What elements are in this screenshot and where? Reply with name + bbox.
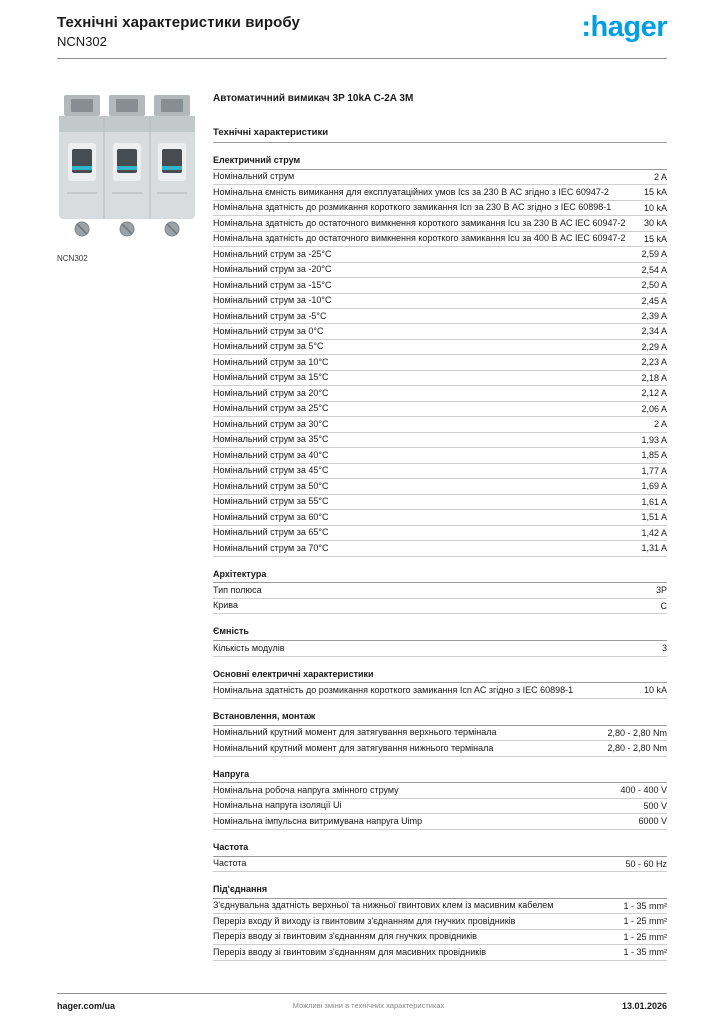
spec-label: Тип полюса (213, 584, 262, 595)
section-title: Основні електричні характеристики (213, 669, 667, 684)
spec-section (213, 155, 667, 557)
spec-value: 2 A (653, 171, 667, 182)
spec-label: Номінальний струм за -5°C (213, 310, 327, 321)
spec-value: C (660, 600, 667, 611)
table-row (213, 930, 667, 945)
spec-label: Номінальний струм за 25°C (213, 403, 329, 414)
spec-label: Номінальна здатність до розмикання короткого замикання Icn за 230 В AC згідно з IEC 60898-1 (213, 202, 612, 213)
spec-label: Номінальний крутний момент для затягування нижнього термінала (213, 742, 494, 753)
section-rows (213, 899, 667, 961)
spec-value: 1,85 A (641, 450, 667, 461)
spec-label: Номінальна імпульсна витримувана напруга Uimp (213, 815, 423, 826)
table-row (213, 386, 667, 401)
spec-label: Номінальний крутний момент для затягування верхнього термінала (213, 727, 497, 738)
section-title: Під'єднання (213, 884, 667, 899)
spec-label: Номінальний струм за 20°C (213, 387, 329, 398)
table-row (213, 324, 667, 339)
spec-section (213, 669, 667, 699)
section-title: Архітектура (213, 569, 667, 584)
spec-label: Номінальний струм за 70°C (213, 542, 329, 553)
spec-label: Номінальна напруга ізоляції Ui (213, 800, 342, 811)
spec-value: 15 kA (643, 233, 667, 244)
product-heading: Автоматичний вимикач 3P 10kA C-2A 3M (213, 93, 414, 104)
table-row (213, 185, 667, 200)
page-title: Технічні характеристики виробу (57, 14, 300, 31)
spec-label: Номінальний струм за -10°C (213, 295, 332, 306)
spec-label: Номінальний струм за 60°C (213, 511, 329, 522)
footer-date: 13.01.2026 (621, 1001, 667, 1011)
spec-label: Переріз входу й виходу із гвинтовим з'єднанням для гнучких провідників (213, 915, 516, 926)
spec-value: 1,61 A (641, 496, 667, 507)
spec-label: Номінальна здатність до остаточного вимкнення короткого замикання Icu за 400 В AC IEC 60947-2 (213, 233, 626, 244)
table-row (213, 340, 667, 355)
spec-value: 2,18 A (641, 372, 667, 383)
spec-label: Частота (213, 858, 247, 869)
spec-value: 1 - 35 mm² (623, 947, 667, 958)
spec-value: 2,29 A (641, 341, 667, 352)
page-footer (57, 993, 667, 1024)
table-row (213, 726, 667, 741)
spec-value: 2,54 A (641, 264, 667, 275)
table-row (213, 263, 667, 278)
spec-label: Номінальний струм за -25°C (213, 248, 332, 259)
spec-label: Номінальний струм за -20°C (213, 264, 332, 275)
spec-value: 400 - 400 V (620, 785, 667, 796)
section-rows (213, 726, 667, 757)
spec-label: Номінальна робоча напруга змінного струму (213, 784, 399, 795)
spec-value: 3P (655, 585, 667, 596)
content-area (57, 93, 667, 961)
table-row (213, 526, 667, 541)
table-row (213, 433, 667, 448)
spec-label: Переріз вводу зі гвинтовим з'єднанням для масивних провідників (213, 946, 487, 957)
table-row (213, 417, 667, 432)
spec-section (213, 626, 667, 656)
header-titles (57, 14, 300, 49)
spec-label: Номінальний струм за -15°C (213, 279, 332, 290)
hager-site-link[interactable]: hager.com/ua (57, 1001, 116, 1011)
table-row (213, 814, 667, 829)
spec-value: 1,42 A (641, 527, 667, 538)
spec-value: 2,12 A (641, 388, 667, 399)
spec-value: 1 - 25 mm² (623, 931, 667, 942)
spec-subheading: Технічні характеристики (213, 127, 667, 143)
table-row (213, 583, 667, 598)
table-row (213, 402, 667, 417)
spec-label: Номінальний струм за 10°C (213, 356, 329, 367)
spec-label: Кількість модулів (213, 642, 285, 653)
table-row (213, 899, 667, 914)
spec-value: 1 - 35 mm² (623, 900, 667, 911)
spec-value: 2,59 A (641, 249, 667, 260)
section-title: Частота (213, 842, 667, 857)
table-row (213, 371, 667, 386)
table-row (213, 541, 667, 556)
table-row (213, 294, 667, 309)
spec-section (213, 569, 667, 615)
table-row (213, 741, 667, 756)
spec-label: Номінальний струм за 0°C (213, 325, 324, 336)
product-reference: NCN302 (57, 34, 107, 49)
section-rows (213, 641, 667, 656)
table-row (213, 309, 667, 324)
spec-label: Номінальна здатність до остаточного вимкнення короткого замикання Icu за 230 В AC IEC 60947-2 (213, 217, 626, 228)
table-row (213, 247, 667, 262)
spec-label: Номінальний струм за 30°C (213, 418, 329, 429)
table-row (213, 479, 667, 494)
spec-value: 2 A (653, 419, 667, 430)
spec-sections (213, 155, 667, 961)
spec-value: 1,69 A (641, 481, 667, 492)
footer-disclaimer: Можливі зміни в технічних характеристиках (292, 1001, 445, 1010)
spec-label: Номінальний струм за 45°C (213, 465, 329, 476)
spec-label: З'єднувальна здатність верхньої та нижньої гвинтових клем із масивним кабелем (213, 900, 554, 911)
spec-label: Номінальний струм за 50°C (213, 480, 329, 491)
spec-label: Крива (213, 600, 238, 611)
section-rows (213, 170, 667, 557)
table-row (213, 857, 667, 872)
table-row (213, 641, 667, 656)
spec-label: Номінальна здатність до розмикання короткого замикання Icn AC згідно з IEC 60898-1 (213, 684, 574, 695)
spec-value: 2,50 A (641, 280, 667, 291)
spec-value: 10 kA (643, 685, 667, 696)
spec-value: 6000 V (638, 816, 667, 827)
table-row (213, 170, 667, 185)
table-row (213, 945, 667, 960)
spec-value: 2,34 A (641, 326, 667, 337)
spec-value: 2,39 A (641, 311, 667, 322)
table-row (213, 914, 667, 929)
table-row (213, 510, 667, 525)
spec-value: 2,23 A (641, 357, 667, 368)
section-title: Напруга (213, 769, 667, 784)
hager-logo: :hager (581, 11, 667, 43)
spec-value: 30 kA (643, 218, 667, 229)
spec-label: Номінальний струм (213, 171, 295, 182)
table-row (213, 464, 667, 479)
spec-section (213, 884, 667, 961)
section-rows (213, 683, 667, 698)
spec-section (213, 842, 667, 872)
spec-label: Номінальний струм за 15°C (213, 372, 329, 383)
circuit-breaker-image (57, 93, 197, 241)
page-header (57, 11, 667, 59)
table-row (213, 278, 667, 293)
spec-value: 500 V (643, 800, 667, 811)
spec-value: 1 - 25 mm² (623, 916, 667, 927)
spec-label: Номінальний струм за 40°C (213, 449, 329, 460)
table-row (213, 216, 667, 231)
spec-value: 15 kA (643, 187, 667, 198)
spec-value: 1,77 A (641, 465, 667, 476)
table-row (213, 232, 667, 247)
spec-value: 1,51 A (641, 512, 667, 523)
product-image-column (57, 93, 213, 961)
table-row (213, 799, 667, 814)
spec-label: Номінальний струм за 55°C (213, 496, 329, 507)
spec-column (213, 93, 667, 961)
table-row (213, 495, 667, 510)
table-row (213, 683, 667, 698)
spec-value: 2,80 - 2,80 Nm (607, 743, 667, 754)
table-row (213, 355, 667, 370)
product-photo (57, 93, 197, 246)
spec-label: Номінальний струм за 5°C (213, 341, 324, 352)
product-photo-caption: NCN302 (57, 254, 88, 263)
spec-label: Номінальна ємність вимикання для експлуатаційних умов Ics за 230 В AC згідно з IEC 60947-2 (213, 186, 609, 197)
table-row (213, 201, 667, 216)
spec-label: Номінальний струм за 35°C (213, 434, 329, 445)
spec-value: 2,45 A (641, 295, 667, 306)
spec-label: Номінальний струм за 65°C (213, 527, 329, 538)
spec-value: 50 - 60 Hz (625, 858, 667, 869)
spec-section (213, 769, 667, 830)
table-row (213, 448, 667, 463)
spec-value: 1,93 A (641, 434, 667, 445)
section-rows (213, 783, 667, 829)
spec-value: 2,80 - 2,80 Nm (607, 727, 667, 738)
table-row (213, 599, 667, 614)
section-title: Електричний струм (213, 155, 667, 170)
spec-section (213, 711, 667, 757)
table-row (213, 783, 667, 798)
spec-value: 3 (661, 643, 667, 654)
section-title: Встановлення, монтаж (213, 711, 667, 726)
section-rows (213, 583, 667, 614)
section-title: Ємність (213, 626, 667, 641)
spec-value: 2,06 A (641, 403, 667, 414)
spec-label: Переріз вводу зі гвинтовим з'єднанням для гнучких провідників (213, 931, 477, 942)
spec-value: 10 kA (643, 202, 667, 213)
section-rows (213, 857, 667, 872)
spec-value: 1,31 A (641, 543, 667, 554)
